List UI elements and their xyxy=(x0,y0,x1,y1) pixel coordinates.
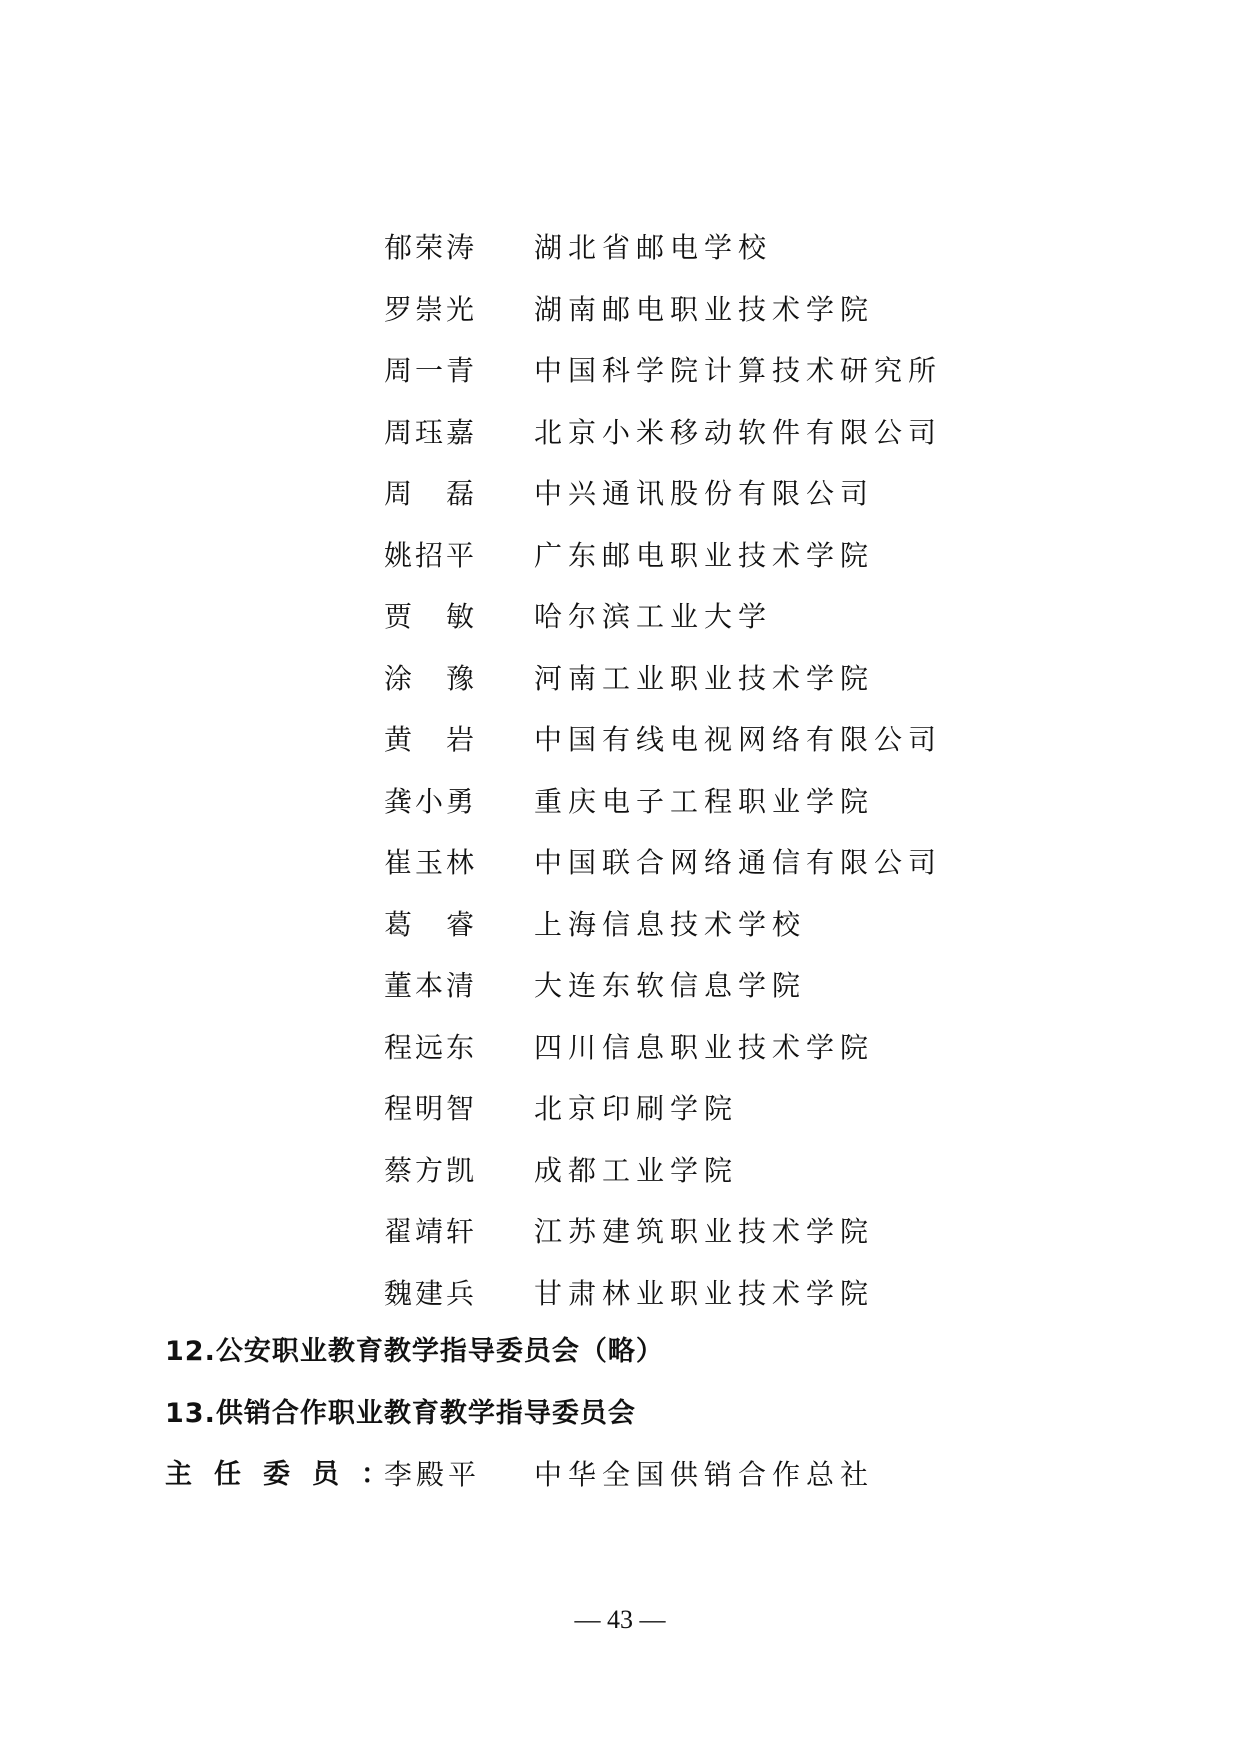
member-row xyxy=(0,533,1240,595)
member-name xyxy=(384,410,474,456)
member-organization: 重庆电子工程职业学院 xyxy=(534,784,875,818)
name-char: 靖 xyxy=(414,1215,443,1248)
member-name xyxy=(384,1271,474,1317)
name-char xyxy=(415,902,443,948)
name-char: 龚 xyxy=(384,784,413,818)
member-name xyxy=(384,840,474,886)
member-row xyxy=(0,779,1240,841)
name-char: 罗 xyxy=(384,292,413,326)
member-name xyxy=(384,471,474,517)
member-organization: 中国联合网络通信有限公司 xyxy=(534,846,943,879)
member-organization: 江苏建筑职业技术学院 xyxy=(534,1215,875,1248)
member-row xyxy=(0,963,1240,1025)
name-char: 敏 xyxy=(445,600,474,633)
member-name xyxy=(384,348,474,394)
name-char: 黄 xyxy=(384,723,413,756)
name-char: 轩 xyxy=(445,1215,474,1248)
name-char: 兵 xyxy=(445,1276,474,1310)
page-number: — 43 — xyxy=(574,1605,666,1634)
name-char: 周 xyxy=(384,415,413,449)
member-name xyxy=(384,1209,474,1255)
member-row xyxy=(0,225,1240,287)
name-char: 东 xyxy=(445,1030,474,1064)
name-char: 磊 xyxy=(445,477,474,510)
name-char: 葛 xyxy=(384,907,413,941)
name-char xyxy=(415,471,443,517)
name-char: 崔 xyxy=(384,846,413,879)
name-char: 智 xyxy=(445,1092,474,1125)
member-list xyxy=(0,225,1240,1332)
member-name xyxy=(384,656,474,702)
member-name xyxy=(384,533,474,579)
member-row xyxy=(0,348,1240,410)
member-organization: 成都工业学院 xyxy=(534,1153,739,1187)
name-char: 蔡 xyxy=(384,1153,413,1187)
member-row xyxy=(0,1271,1240,1333)
member-organization: 大连东软信息学院 xyxy=(534,969,807,1002)
member-organization: 中兴通讯股份有限公司 xyxy=(534,477,875,510)
name-char: 勇 xyxy=(445,784,474,818)
name-char xyxy=(415,594,443,640)
member-row xyxy=(0,902,1240,964)
name-char xyxy=(415,656,443,702)
member-name xyxy=(384,779,474,825)
member-organization: 哈尔滨工业大学 xyxy=(534,600,773,633)
name-char: 凯 xyxy=(445,1153,474,1187)
member-name xyxy=(384,963,474,1009)
name-char: 岩 xyxy=(445,723,474,756)
member-name xyxy=(384,1025,474,1071)
member-row xyxy=(0,656,1240,718)
name-char: 招 xyxy=(414,538,443,572)
name-char: 光 xyxy=(445,292,474,326)
name-char: 魏 xyxy=(384,1276,413,1310)
name-char: 豫 xyxy=(445,661,474,695)
member-name xyxy=(384,902,474,948)
name-char: 明 xyxy=(414,1092,443,1125)
member-name xyxy=(384,225,474,271)
member-organization: 河南工业职业技术学院 xyxy=(534,661,875,695)
member-row xyxy=(0,840,1240,902)
director-organization: 中华全国供销合作总社 xyxy=(534,1458,875,1491)
name-char: 程 xyxy=(384,1030,413,1064)
member-organization: 湖南邮电职业技术学院 xyxy=(534,292,875,326)
name-char xyxy=(415,717,443,763)
member-name xyxy=(384,717,474,763)
name-char: 董 xyxy=(384,969,413,1002)
name-char: 平 xyxy=(445,538,474,572)
member-organization: 中国有线电视网络有限公司 xyxy=(534,723,943,756)
name-char: 小 xyxy=(414,784,443,818)
member-organization: 北京小米移动软件有限公司 xyxy=(534,415,943,449)
member-row xyxy=(0,471,1240,533)
member-organization: 甘肃林业职业技术学院 xyxy=(534,1276,875,1310)
director-label: 主任委员： xyxy=(165,1459,410,1490)
member-organization: 北京印刷学院 xyxy=(534,1092,739,1125)
member-row xyxy=(0,594,1240,656)
name-char: 睿 xyxy=(445,907,474,941)
name-char: 珏 xyxy=(414,415,443,449)
member-organization: 四川信息职业技术学院 xyxy=(534,1030,875,1064)
member-row xyxy=(0,717,1240,779)
name-char: 远 xyxy=(414,1030,443,1064)
name-char: 青 xyxy=(445,354,474,387)
member-name xyxy=(384,594,474,640)
member-name xyxy=(384,287,474,333)
member-row xyxy=(0,1086,1240,1148)
director-row xyxy=(165,1452,1065,1498)
section-heading-12: 12.公安职业教育教学指导委员会（略） xyxy=(165,1336,664,1367)
name-char: 林 xyxy=(445,846,474,879)
name-char: 翟 xyxy=(384,1215,413,1248)
member-row xyxy=(0,1148,1240,1210)
name-char: 涂 xyxy=(384,661,413,695)
member-organization: 上海信息技术学校 xyxy=(534,907,807,941)
director-name: 李殿平 xyxy=(384,1458,481,1491)
name-char: 荣 xyxy=(414,231,443,264)
name-char: 方 xyxy=(414,1153,443,1187)
member-row xyxy=(0,1209,1240,1271)
name-char: 本 xyxy=(414,969,443,1002)
name-char: 周 xyxy=(384,354,413,387)
member-row xyxy=(0,410,1240,472)
name-char: 建 xyxy=(414,1276,443,1310)
name-char: 清 xyxy=(445,969,474,1002)
member-name xyxy=(384,1086,474,1132)
name-char: 周 xyxy=(384,477,413,510)
name-char: 玉 xyxy=(414,846,443,879)
member-organization: 中国科学院计算技术研究所 xyxy=(534,354,943,387)
name-char: 崇 xyxy=(414,292,443,326)
member-organization: 湖北省邮电学校 xyxy=(534,231,773,264)
name-char: 一 xyxy=(414,354,443,387)
member-organization: 广东邮电职业技术学院 xyxy=(534,538,875,572)
member-name xyxy=(384,1148,474,1194)
name-char: 贾 xyxy=(384,600,413,633)
name-char: 姚 xyxy=(384,538,413,572)
member-row xyxy=(0,1025,1240,1087)
member-row xyxy=(0,287,1240,349)
name-char: 郁 xyxy=(384,231,413,264)
section-heading-13: 13.供销合作职业教育教学指导委员会 xyxy=(165,1398,636,1429)
name-char: 嘉 xyxy=(445,415,474,449)
name-char: 程 xyxy=(384,1092,413,1125)
name-char: 涛 xyxy=(445,231,474,264)
